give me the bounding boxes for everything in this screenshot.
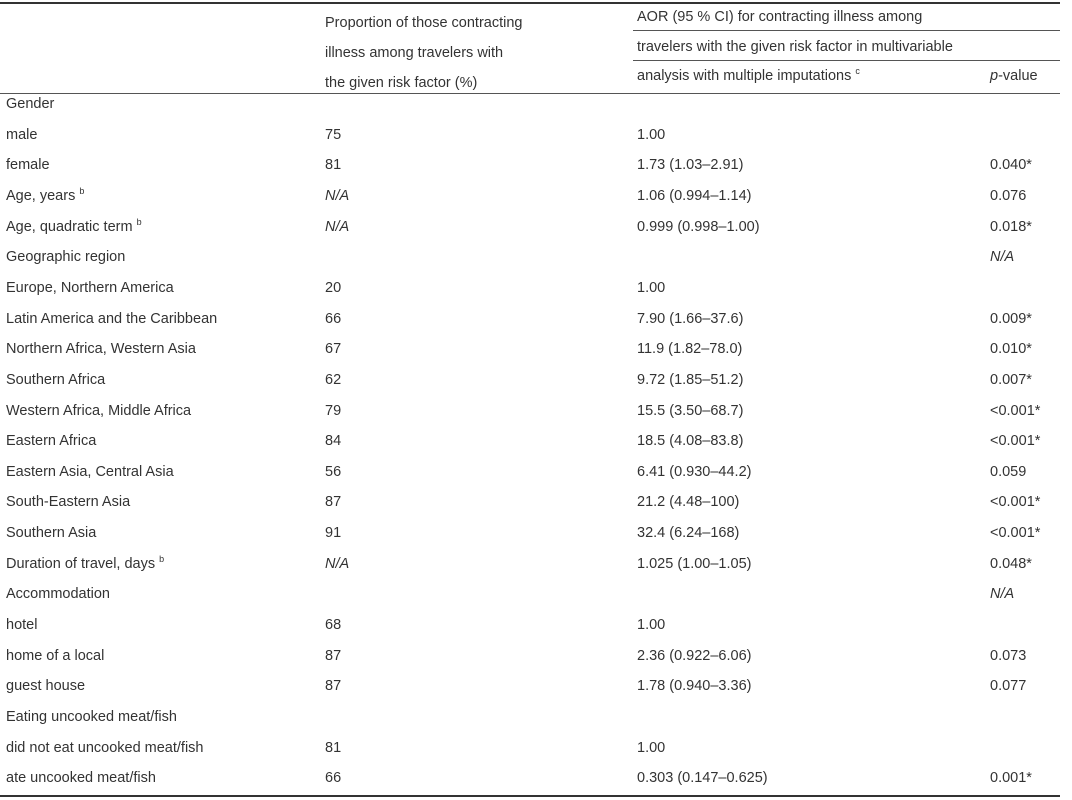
row-label — [6, 187, 84, 205]
row-label-text: South-Eastern Asia — [6, 494, 131, 510]
row-p-value: 0.007* — [990, 372, 1032, 388]
row-proportion: 20 — [325, 280, 342, 296]
row-proportion: 68 — [325, 617, 342, 633]
header-proportion-line1: Proportion of those contracting — [325, 15, 523, 31]
row-proportion: N/A — [325, 219, 350, 235]
row-label — [6, 739, 204, 757]
row-proportion: 66 — [325, 770, 342, 786]
row-p-value: 0.073 — [990, 648, 1027, 664]
row-aor: 7.90 (1.66–37.6) — [637, 311, 744, 327]
header-bottom-rule — [0, 93, 1060, 94]
row-aor: 9.72 (1.85–51.2) — [637, 372, 744, 388]
row-label-text: Accommodation — [6, 586, 110, 602]
row-proportion: 91 — [325, 525, 342, 541]
row-label — [6, 616, 37, 634]
row-label — [6, 585, 110, 603]
footnote-c-marker: c — [855, 66, 860, 76]
row-label — [6, 340, 196, 358]
row-p-value: 0.001* — [990, 770, 1032, 786]
row-label-text: Western Africa, Middle Africa — [6, 403, 192, 419]
row-proportion: 67 — [325, 341, 342, 357]
row-label — [6, 463, 174, 481]
row-aor: 1.78 (0.940–3.36) — [637, 678, 752, 694]
row-label — [6, 371, 105, 389]
row-aor: 6.41 (0.930–44.2) — [637, 464, 752, 480]
row-proportion: 87 — [325, 648, 342, 664]
row-proportion: 81 — [325, 740, 342, 756]
footnote-b-marker: b — [136, 217, 142, 227]
row-p-value: 0.077 — [990, 678, 1027, 694]
row-p-value: <0.001* — [990, 525, 1041, 541]
row-label-text: ate uncooked meat/fish — [6, 770, 156, 786]
row-label — [6, 769, 156, 787]
row-label — [6, 218, 142, 236]
header-rule-2 — [633, 60, 1060, 61]
header-aor-line3-text: analysis with multiple imputations — [637, 68, 852, 84]
row-p-value: N/A — [990, 249, 1015, 265]
row-aor: 32.4 (6.24–168) — [637, 525, 740, 541]
row-aor: 0.999 (0.998–1.00) — [637, 219, 760, 235]
row-label-text: Southern Asia — [6, 525, 97, 541]
row-label-text: female — [6, 157, 50, 173]
row-label-text: Eating uncooked meat/fish — [6, 709, 177, 725]
row-proportion: 81 — [325, 157, 342, 173]
row-label-text: Latin America and the Caribbean — [6, 311, 218, 327]
row-label-text: Geographic region — [6, 249, 126, 265]
row-label — [6, 432, 96, 450]
row-label-text: Age, quadratic term — [6, 219, 133, 235]
row-label — [6, 524, 96, 542]
row-proportion: 79 — [325, 403, 342, 419]
header-aor-line3 — [637, 67, 860, 85]
row-label-text: Northern Africa, Western Asia — [6, 341, 196, 357]
row-label-text: Europe, Northern America — [6, 280, 174, 296]
row-proportion: N/A — [325, 188, 350, 204]
row-label — [6, 647, 104, 665]
row-label — [6, 248, 125, 266]
header-rule-1 — [633, 30, 1060, 31]
row-p-value: 0.009* — [990, 311, 1032, 327]
row-label — [6, 493, 130, 511]
header-p-value — [990, 67, 1038, 85]
row-label-text: Southern Africa — [6, 372, 106, 388]
header-proportion — [325, 8, 522, 98]
row-p-value: 0.048* — [990, 556, 1032, 572]
row-label-text: Gender — [6, 96, 55, 112]
row-label-text: hotel — [6, 617, 38, 633]
header-aor-line1: AOR (95 % CI) for contracting illness among — [637, 9, 923, 25]
row-aor: 1.00 — [637, 740, 666, 756]
row-label — [6, 156, 50, 174]
row-label — [6, 310, 217, 328]
row-p-value: 0.059 — [990, 464, 1027, 480]
row-proportion: 87 — [325, 678, 342, 694]
row-label-text: Duration of travel, days — [6, 556, 156, 572]
row-label — [6, 95, 54, 113]
row-p-value: 0.018* — [990, 219, 1032, 235]
table-bottom-rule — [0, 795, 1060, 797]
footnote-b-marker: b — [159, 554, 165, 564]
row-label — [6, 677, 85, 695]
row-p-value: 0.010* — [990, 341, 1032, 357]
row-aor: 1.73 (1.03–2.91) — [637, 157, 744, 173]
row-label-text: Eastern Africa — [6, 433, 97, 449]
row-p-value: 0.040* — [990, 157, 1032, 173]
row-proportion: 87 — [325, 494, 342, 510]
row-aor: 1.00 — [637, 617, 666, 633]
row-p-value: N/A — [990, 586, 1015, 602]
header-proportion-line2: illness among travelers with — [325, 45, 504, 61]
row-aor: 1.06 (0.994–1.14) — [637, 188, 752, 204]
row-proportion: 75 — [325, 127, 342, 143]
header-p-rest: -value — [998, 68, 1038, 84]
row-proportion: 56 — [325, 464, 342, 480]
row-aor: 1.00 — [637, 280, 666, 296]
row-aor: 1.025 (1.00–1.05) — [637, 556, 752, 572]
header-proportion-line3: the given risk factor (%) — [325, 75, 478, 91]
row-aor: 2.36 (0.922–6.06) — [637, 648, 752, 664]
row-proportion: 84 — [325, 433, 342, 449]
row-p-value: <0.001* — [990, 403, 1041, 419]
row-proportion: 66 — [325, 311, 342, 327]
row-label-text: home of a local — [6, 648, 105, 664]
row-label-text: Age, years — [6, 188, 76, 204]
header-p-italic: p — [990, 68, 999, 84]
row-label — [6, 126, 37, 144]
row-label-text: did not eat uncooked meat/fish — [6, 740, 204, 756]
row-aor: 18.5 (4.08–83.8) — [637, 433, 744, 449]
row-aor: 21.2 (4.48–100) — [637, 494, 740, 510]
row-label-text: guest house — [6, 678, 86, 694]
row-p-value: <0.001* — [990, 433, 1041, 449]
row-p-value: <0.001* — [990, 494, 1041, 510]
header-aor-line2: travelers with the given risk factor in multivariable — [637, 39, 953, 55]
table-top-rule — [0, 2, 1060, 4]
footnote-b-marker: b — [79, 186, 85, 196]
row-label — [6, 279, 174, 297]
row-aor: 1.00 — [637, 127, 666, 143]
row-label-text: Eastern Asia, Central Asia — [6, 464, 174, 480]
row-label — [6, 555, 164, 573]
row-aor: 11.9 (1.82–78.0) — [637, 341, 743, 357]
row-p-value: 0.076 — [990, 188, 1027, 204]
row-proportion: N/A — [325, 556, 350, 572]
row-label — [6, 708, 177, 726]
row-label — [6, 402, 191, 420]
row-aor: 0.303 (0.147–0.625) — [637, 770, 768, 786]
row-aor: 15.5 (3.50–68.7) — [637, 403, 744, 419]
row-label-text: male — [6, 127, 38, 143]
row-proportion: 62 — [325, 372, 342, 388]
